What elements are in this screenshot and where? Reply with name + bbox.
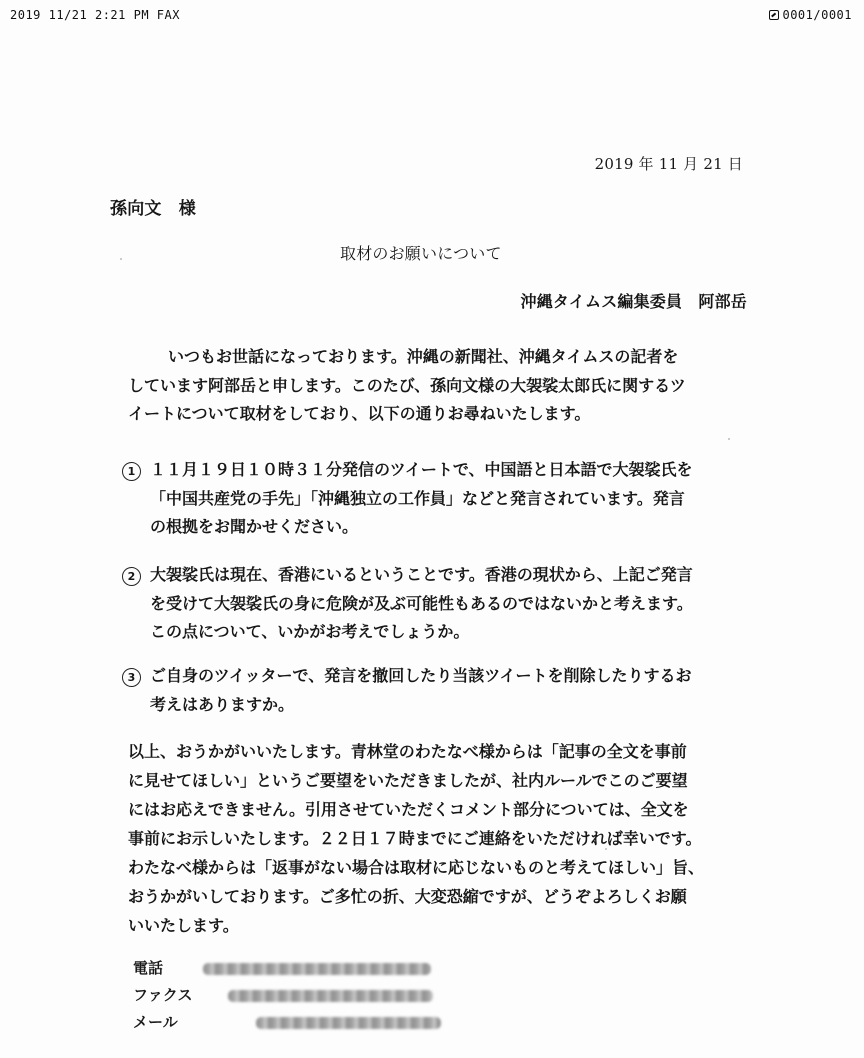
question-line: 「中国共産党の手先」「沖縄独立の工作員」などと発言されています。発言 [150,488,685,508]
redacted-phone-number [203,963,431,975]
question-line: ご自身のツイッターで、発言を撤回したり当該ツイートを削除したりするお [150,666,692,685]
closing-line: わたなべ様からは「返事がない場合は取材に応じないものと考えてほしい」旨、 [128,858,705,877]
closing-paragraph [128,737,778,940]
contact-row-fax [133,982,441,1009]
scan-speck [120,258,122,260]
closing-line: いいたします。 [128,916,239,935]
question-line: 考えはありますか。 [150,694,295,714]
intro-paragraph [128,343,768,429]
question-line: を受けて大袈裟氏の身に危険が及ぶ可能性もあるのではないかと考えます。 [150,593,693,613]
closing-line: にはお応えできません。引用させていただくコメント部分については、全文を [128,800,689,819]
fax-header-page-count [769,8,852,22]
question-line: の根拠をお聞かせください。 [150,517,359,536]
question-number-badge: 1 [122,462,141,481]
letter-date: 2019 年 11 月 21 日 [594,155,743,173]
email-label: メール [133,1013,178,1031]
scan-speck [605,848,607,850]
scan-speck [728,438,730,440]
fax-page-count-text: 0001/0001 [782,8,852,22]
closing-line: に見せてほしい」というご要望をいただきましたが、社内ルールでこのご要望 [128,771,688,790]
fax-label: ファクス [133,986,193,1004]
contact-block [133,955,441,1036]
question-text [150,456,762,542]
phone-label: 電話 [133,959,164,977]
letter-title: 取材のお願いについて [340,244,502,263]
contact-row-email [133,1009,441,1036]
intro-line: イートについて取材をしており、以下の通りお尋ねいたします。 [128,404,591,423]
intro-line: しています阿部岳と申します。このたび、孫向文様の大袈裟太郎氏に関するツ [128,375,686,395]
question-text [150,662,762,719]
question-number-badge: 3 [122,668,141,687]
closing-line: おうかがいしております。ご多忙の折、大変恐縮ですが、どうぞよろしくお願 [128,887,687,906]
redacted-fax-number [228,990,433,1002]
fax-page-icon [769,10,779,20]
closing-line: 事前にお示しいたします。２２日１７時までにご連絡をいただければ幸いです。 [128,829,702,848]
question-line: 大袈裟氏は現在、香港にいるということです。香港の現状から、上記ご発言 [150,565,693,584]
question-line: １１月１９日１０時３１分発信のツイートで、中国語と日本語で大袈裟氏を [150,460,693,479]
question-line: この点について、いかがお考えでしょうか。 [150,622,470,641]
question-number-badge: 2 [122,567,141,586]
redacted-email-address [256,1017,441,1029]
letter-sender: 沖縄タイムス編集委員 阿部岳 [520,292,747,311]
question-text [150,561,762,647]
letter-recipient: 孫向文 様 [110,199,196,219]
contact-row-phone [133,955,441,982]
fax-header-timestamp: 2019 11/21 2:21 PM FAX [10,8,180,22]
closing-line: 以上、おうかがいいたします。青林堂のわたなべ様からは「記事の全文を事前 [128,742,687,761]
intro-line: いつもお世話になっております。沖縄の新聞社、沖縄タイムスの記者を [168,347,679,366]
